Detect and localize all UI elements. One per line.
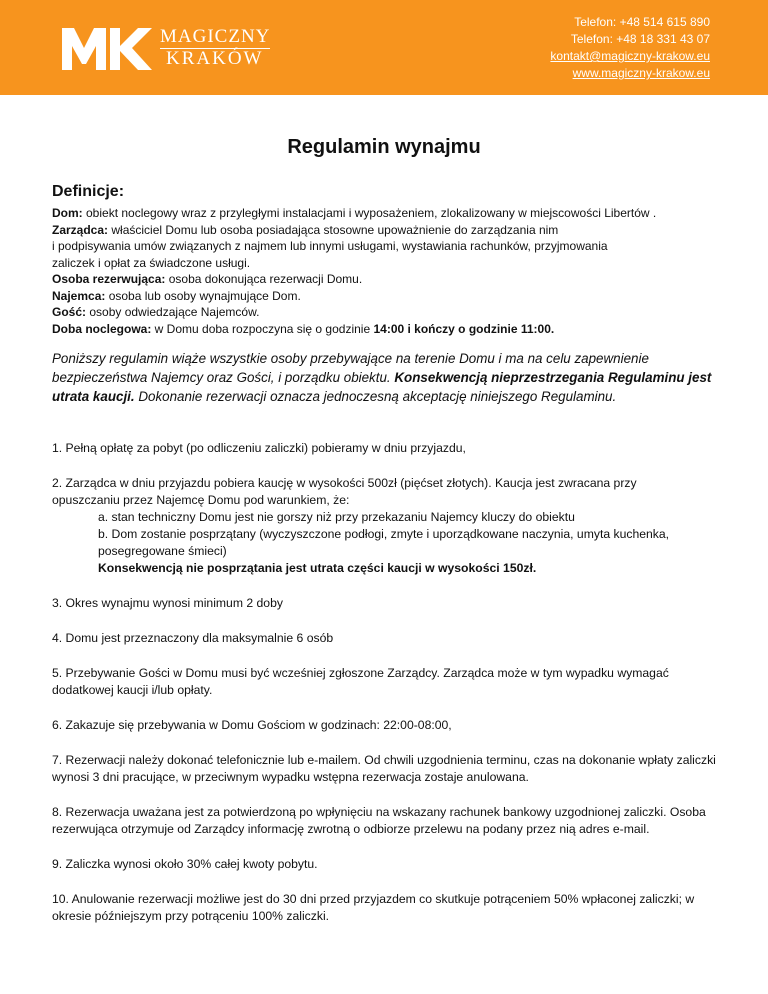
- logo-text-krakow: KRAKÓW: [166, 48, 264, 69]
- rule-10: 10. Anulowanie rezerwacji możliwe jest do 30 dni przed przyjazdem co skutkuje potrąceniem 50% wpłaconej zaliczki; w okresie późniejszym przy potrąceniu 100% zaliczki.: [52, 892, 695, 923]
- phone-1: Telefon: +48 514 615 890: [574, 15, 710, 29]
- phone-2: Telefon: +48 18 331 43 07: [570, 32, 710, 46]
- rule-5: 5. Przebywanie Gości w Domu musi być wcześniej zgłoszone Zarządcy. Zarządca może w tym wypadku wymagać dodatkowej kaucji i/lub opłaty.: [52, 666, 669, 697]
- rule-9: 9. Zaliczka wynosi około 30% całej kwoty pobytu.: [52, 857, 318, 871]
- intro-paragraph: Poniższy regulamin wiąże wszystkie osoby przebywające na terenie Domu i ma na celu zapewnienie bezpieczeństwa Najemcy oraz Gości, i porządku obiektu. Konsekwencją nieprzestrzegania Regulaminu jest utrata kaucji. Dokonanie rezerwacji oznacza jednoczesną akceptację niniejszego Regulaminu.: [52, 351, 712, 404]
- definition-dom: Dom: obiekt noclegowy wraz z przyległymi instalacjami i wyposażeniem, zlokalizowany w miejscowości Libertów .: [52, 206, 657, 220]
- rule-7: 7. Rezerwacji należy dokonać telefonicznie lub e-mailem. Od chwili uzgodnienia terminu, czas na dokonanie wpłaty zaliczki wynosi 3 dni pracujące, w przeciwnym wypadku wstępna rezerwacja zostaje anulowana.: [52, 753, 716, 784]
- mk-logo-icon: [62, 24, 154, 72]
- rule-3: 3. Okres wynajmu wynosi minimum 2 doby: [52, 596, 283, 610]
- document-body: [52, 183, 722, 943]
- website-link[interactable]: www.magiczny-krakow.eu: [572, 66, 710, 80]
- header-banner: [0, 0, 768, 95]
- definition-zarzadca-cont2: zaliczek i opłat za świadczone usługi.: [52, 255, 251, 270]
- rule-1: 1. Pełną opłatę za pobyt (po odliczeniu zaliczki) pobieramy w dniu przyjazdu,: [52, 441, 466, 455]
- definitions-heading: Definicje:: [52, 183, 125, 200]
- definition-osoba: Osoba rezerwująca: osoba dokonująca rezerwacji Domu.: [52, 272, 363, 286]
- rules-list: [52, 440, 722, 925]
- rule-4: 4. Domu jest przeznaczony dla maksymalnie 6 osób: [52, 631, 334, 645]
- logo-text-magiczny: MAGICZNY: [160, 26, 271, 47]
- rule-6: 6. Zakazuje się przebywania w Domu Gościom w godzinach: 22:00-08:00,: [52, 718, 452, 732]
- definitions-list: [52, 205, 722, 337]
- definition-zarzadca-cont: i podpisywania umów związanych z najmem lub innymi usługami, wystawiania rachunków, przyjmowania: [52, 239, 608, 253]
- rule-2: 2. Zarządca w dniu przyjazdu pobiera kaucję w wysokości 500zł (pięćset złotych). Kaucja jest zwracana przy opuszczaniu przez Najemcę Domu pod warunkiem, że: a. stan techniczny Domu jest nie gorszy niż przy przekazaniu Najemcy kluczy do obiektu b. Dom zostanie posprzątany (wyczyszczone podłogi, zmyte i uporządkowane naczynia, umyta kuchenka, posegregowane śmieci) Konsekwencją nie posprzątania jest utrata części kaucji w wysokości 150zł.: [52, 475, 722, 577]
- email-link[interactable]: kontakt@magiczny-krakow.eu: [550, 49, 710, 63]
- definition-doba: Doba noclegowa: w Domu doba rozpoczyna się o godzinie 14:00 i kończy o godzinie 11:00.: [52, 321, 555, 336]
- page-title: Regulamin wynajmu: [287, 136, 481, 158]
- rule-2-condition-b: b. Dom zostanie posprzątany (wyczyszczone podłogi, zmyte i uporządkowane naczynia, umyta kuchenka,: [98, 527, 670, 541]
- contact-info: [550, 14, 710, 82]
- company-logo: [62, 24, 272, 74]
- rule-2-condition-b-cont: posegregowane śmieci): [98, 544, 227, 558]
- definition-najemca: Najemca: osoba lub osoby wynajmujące Dom.: [52, 288, 301, 303]
- rule-8: 8. Rezerwacja uważana jest za potwierdzoną po wpłynięciu na wskazany rachunek bankowy uzgodnionej zaliczki. Osoba rezerwująca otrzymuje od Zarządcy informację zwrotną o odbiorze przelewu na podany przez nią adres e-mail.: [52, 805, 706, 836]
- rule-2-penalty: Konsekwencją nie posprzątania jest utrata części kaucji w wysokości 150zł.: [98, 561, 537, 575]
- rule-2-condition-a: a. stan techniczny Domu jest nie gorszy niż przy przekazaniu Najemcy kluczy do obiektu: [98, 510, 575, 524]
- definition-zarzadca: Zarządca: właściciel Domu lub osoba posiadająca stosowne upoważnienie do zarządzania nim: [52, 222, 559, 237]
- definition-gosc: Gość: osoby odwiedzające Najemców.: [52, 305, 260, 319]
